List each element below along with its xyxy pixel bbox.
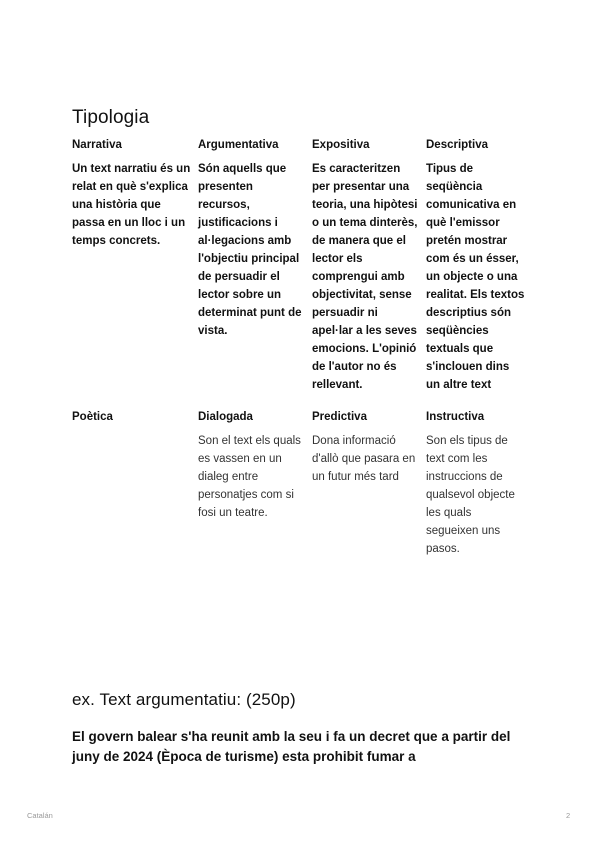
column-header: Narrativa (72, 139, 122, 151)
cell-text: Son el text els quals es vassen en un dialeg entre personatjes com si fosi un teatre. (198, 435, 301, 519)
table-cell-predictiva (312, 410, 426, 558)
page-title: Tipologia (72, 107, 150, 128)
cell-text: Es caracteritzen per presentar una teoria, una hipòtesi o un tema dinterès, de manera que el lector els comprengui amb objectivitat, sense persuadir ni apel·lar a les seves emocions. L'opinió de l'autor no és rellevant. (312, 163, 418, 391)
table-row (72, 138, 532, 394)
table-cell-instructiva (426, 410, 532, 558)
typology-table (72, 138, 532, 558)
column-header: Argumentativa (198, 139, 279, 151)
table-cell-descriptiva (426, 138, 532, 394)
column-header: Instructiva (426, 411, 485, 423)
column-header: Dialogada (198, 411, 253, 423)
example-paragraph: El govern balear s'ha reunit amb la seu i fa un decret que a partir del juny de 2024 (Època de turisme) esta prohibit fumar a (72, 729, 511, 764)
page-number: 2 (566, 811, 571, 820)
table-cell-dialogada (198, 410, 312, 558)
table-cell-expositiva (312, 138, 426, 394)
column-header: Descriptiva (426, 139, 489, 151)
cell-text: Un text narratiu és un relat en què s'explica una història que passa en un lloc i un temps concrets. (72, 163, 191, 247)
footer-label: Catalán (27, 811, 53, 820)
table-cell-narrativa (72, 138, 198, 394)
cell-text: Tipus de seqüència comunicativa en què l'emissor pretén mostrar com és un ésser, un objecte o una realitat. Els textos descriptius són seqüències textuals que s'inclouen dins un altre text (426, 163, 525, 391)
column-header: Poètica (72, 411, 113, 423)
column-header: Expositiva (312, 139, 370, 151)
table-cell-poetica (72, 410, 198, 558)
cell-text: Són aquells que presenten recursos, justificacions i al·legacions amb l'objectiu principal de persuadir el lector sobre un determinat punt de vista. (198, 163, 302, 337)
table-cell-argumentativa (198, 138, 312, 394)
table-row (72, 410, 532, 558)
example-heading: ex. Text argumentatiu: (250p) (72, 690, 296, 709)
cell-text: Dona informació d'allò que pasara en un futur més tard (312, 435, 416, 483)
column-header: Predictiva (312, 411, 367, 423)
cell-text: Son els tipus de text com les instruccions de qualsevol objecte les quals segueixen uns pasos. (426, 435, 515, 555)
